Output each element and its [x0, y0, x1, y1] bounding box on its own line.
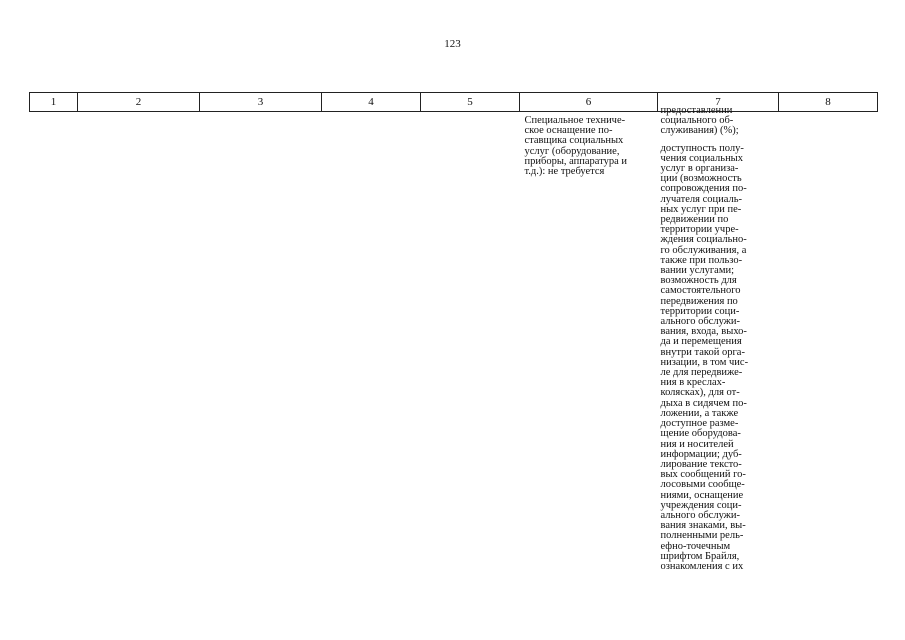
column-header-8: 8 — [779, 93, 878, 112]
table-row — [30, 112, 878, 573]
column-header-2: 2 — [78, 93, 200, 112]
text-line: ных услуг при пе- — [660, 203, 742, 215]
text-line: чения социальных — [660, 152, 743, 164]
column-header-3: 3 — [200, 93, 322, 112]
text-line: информации; дуб- — [660, 448, 742, 460]
indicator-paragraph-1 — [661, 106, 776, 137]
text-line: ального обслужи- — [660, 316, 741, 328]
text-line: лучателя социаль- — [660, 193, 743, 205]
text-line: ефно-точечным — [660, 540, 731, 552]
text-line: колясках), для от- — [660, 387, 740, 399]
text-line: ское оснащение по- — [524, 125, 613, 137]
text-line: шрифтом Брайля, — [660, 550, 740, 562]
text-line: ального обслужи- — [660, 509, 741, 521]
text-line: вых сообщений го- — [660, 469, 746, 481]
text-line: ния в креслах- — [660, 377, 726, 389]
page-number: 123 — [444, 38, 461, 50]
cell-col-1 — [30, 112, 78, 573]
text-line: социального об- — [660, 115, 734, 127]
text-line: возможность для — [660, 275, 737, 287]
text-line: дыха в сидячем по- — [660, 397, 747, 409]
text-line: полненными рель- — [660, 530, 744, 542]
text-line: ставщика социальных — [524, 135, 624, 147]
cell-col-2 — [78, 112, 200, 573]
column-header-4: 4 — [322, 93, 421, 112]
text-line: щение оборудова- — [660, 428, 741, 440]
cell-col-8 — [779, 112, 878, 573]
text-line: Специальное техниче- — [524, 115, 626, 126]
text-line: ждения социально- — [660, 234, 747, 246]
text-line: приборы, аппаратура и — [524, 155, 628, 167]
text-line: ле для передвиже- — [660, 367, 743, 379]
text-line: низации, в том чис- — [660, 356, 749, 368]
text-line: ниями, оснащение — [660, 489, 744, 501]
text-line: сопровождения по- — [660, 183, 747, 195]
text-line: вании услугами; — [660, 265, 735, 277]
cell-col-6-equipment — [520, 112, 658, 573]
text-line: лосовыми сообще- — [660, 479, 745, 491]
text-line: ции (возможность — [660, 173, 742, 185]
indicator-paragraph-2 — [661, 144, 776, 573]
column-header-7: 7 — [658, 93, 779, 112]
column-header-1: 1 — [30, 93, 78, 112]
cell-col-4 — [322, 112, 421, 573]
text-line: ния и носителей — [660, 438, 734, 450]
text-line: внутри такой орга- — [660, 346, 745, 358]
text-line: передвижения по — [660, 295, 738, 307]
cell-col-5 — [421, 112, 520, 573]
text-line: доступное разме- — [660, 418, 739, 430]
text-line: ознакомления с их — [660, 560, 744, 572]
text-line: территории соци- — [660, 305, 740, 317]
text-line: редвижении по — [660, 214, 729, 226]
text-line: доступность полу- — [660, 142, 744, 154]
cell-col-7-indicators — [658, 105, 779, 573]
services-table — [29, 92, 878, 572]
text-line: также при пользо- — [660, 254, 743, 266]
text-line: вания, входа, выхо- — [660, 326, 747, 338]
text-line: да и перемещения — [660, 336, 742, 348]
text-line: ложении, а также — [660, 407, 739, 419]
text-line: т.д.): не требуется — [524, 166, 605, 178]
text-line: территории учре- — [660, 224, 739, 236]
text-line: учреждения соци- — [660, 499, 742, 511]
text-line: предоставлении — [660, 105, 733, 116]
text-line: самостоятельного — [660, 285, 741, 297]
text-line: услуг в организа- — [660, 163, 739, 175]
equipment-text — [525, 116, 654, 177]
text-line: го обслуживания, а — [660, 244, 747, 256]
text-line: лирование тексто- — [660, 458, 742, 470]
cell-col-3 — [200, 112, 322, 573]
column-header-5: 5 — [421, 93, 520, 112]
text-line: вания знаками, вы- — [660, 520, 746, 532]
column-header-6: 6 — [520, 93, 658, 112]
text-line: служивания) (%); — [660, 125, 739, 137]
text-line: услуг (оборудование, — [524, 145, 620, 157]
